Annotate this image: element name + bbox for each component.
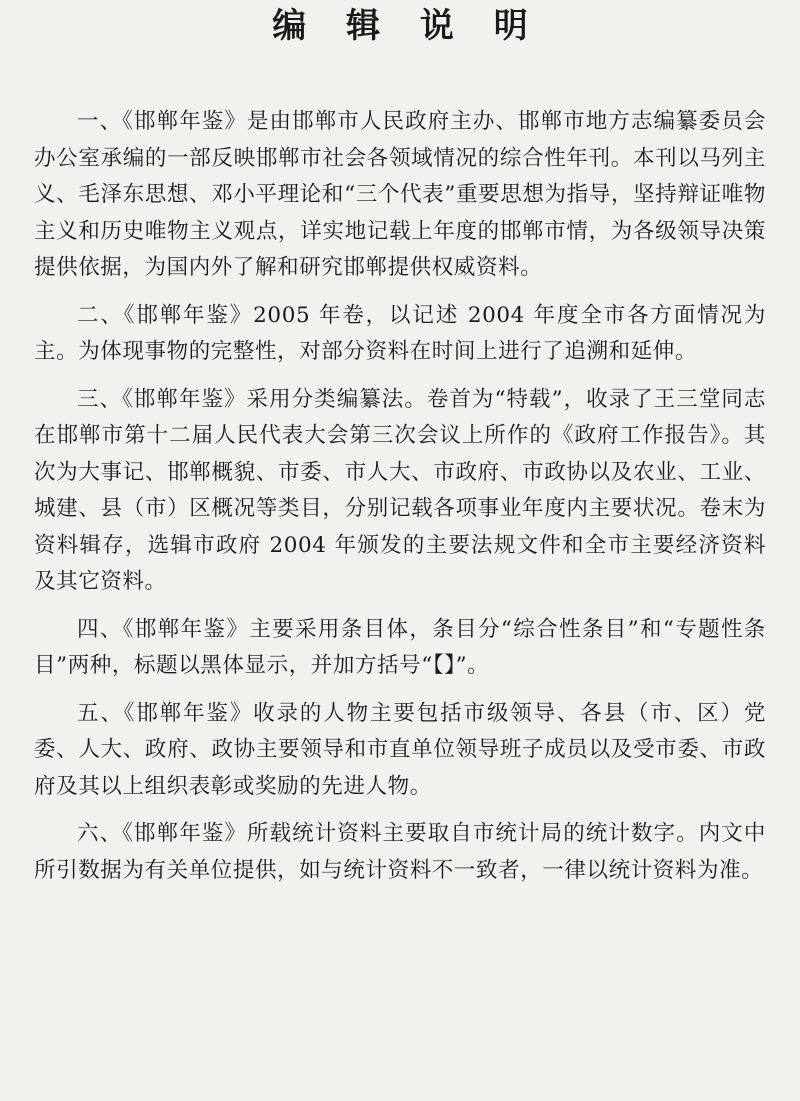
paragraph-3: 三、《邯郸年鉴》采用分类编纂法。卷首为“特载”，收录了王三堂同志在邯郸市第十二届人民代表大会第三次会议上所作的《政府工作报告》。其次为大事记、邯郸概貌、市委、市人大、市政府、市政协以及农业、工业、城建、县（市）区概况等类目，分别记载各项事业年度内主要状况。卷末为资料辑存，选辑市政府 2004 年颁发的主要法规文件和全市主要经济资料及其它资料。 — [34, 386, 766, 594]
paragraph-4: 四、《邯郸年鉴》主要采用条目体，条目分“综合性条目”和“专题性条目”两种，标题以黑体显示，并加方括号“【】”。 — [34, 616, 766, 678]
page-title: 编 辑 说 明 — [272, 6, 542, 46]
paragraph-1: 一、《邯郸年鉴》是由邯郸市人民政府主办、邯郸市地方志编纂委员会办公室承编的一部反映邯郸市社会各领域情况的综合性年刊。本刊以马列主义、毛泽东思想、邓小平理论和“三个代表”重要思想为指导，坚持辩证唯物主义和历史唯物主义观点，详实地记载上年度的邯郸市情，为各级领导决策提供依据，为国内外了解和研究邯郸提供权威资料。 — [34, 109, 766, 280]
paragraph-6: 六、《邯郸年鉴》所载统计资料主要取自市统计局的统计数字。内文中所引数据为有关单位提供，如与统计资料不一致者，一律以统计资料为准。 — [34, 821, 766, 883]
paragraph-2: 二、《邯郸年鉴》2005 年卷，以记述 2004 年度全市各方面情况为主。为体现事物的完整性，对部分资料在时间上进行了追溯和延伸。 — [34, 302, 766, 364]
paragraph-5: 五、《邯郸年鉴》收录的人物主要包括市级领导、各县（市、区）党委、人大、政府、政协主要领导和市直单位领导班子成员以及受市委、市政府及其以上组织表彰或奖励的先进人物。 — [34, 700, 766, 799]
